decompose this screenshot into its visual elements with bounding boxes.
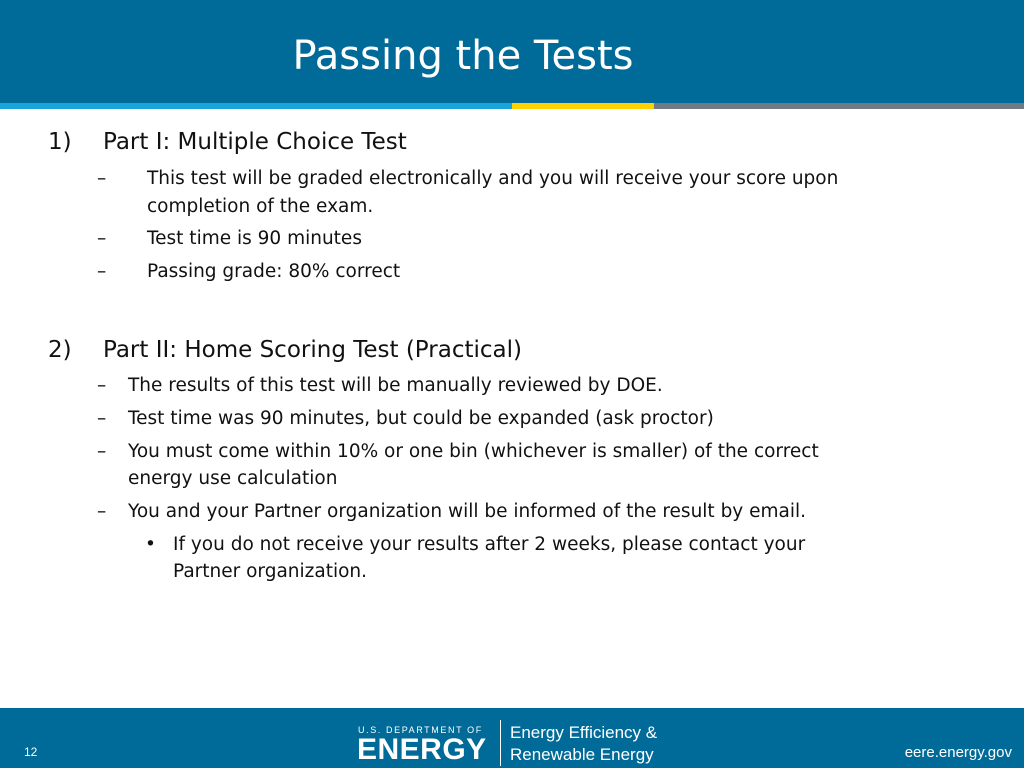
list-item-continued: energy use calculation (128, 468, 338, 489)
logo-dept-text: U.S. DEPARTMENT OF (358, 725, 483, 735)
office-line-1: Energy Efficiency & (510, 723, 658, 742)
dash-marker: – (97, 408, 107, 429)
logo-office-name (510, 722, 657, 766)
page-number: 12 (24, 745, 38, 759)
dash-marker: – (97, 168, 107, 189)
dash-marker: – (97, 501, 107, 522)
list-item: Test time is 90 minutes (147, 228, 362, 249)
sub-list-item: If you do not receive your results after 2 weeks, please contact your (173, 534, 806, 555)
bullet-marker: • (145, 534, 156, 555)
list-item: This test will be graded electronically and you will receive your score upon (147, 168, 839, 189)
logo-energy-text: ENERGY (357, 733, 487, 766)
section-heading-1: Part I: Multiple Choice Test (103, 129, 407, 155)
dash-marker: – (97, 375, 107, 396)
footer-bar (0, 708, 1024, 768)
list-item: You and your Partner organization will be informed of the result by email. (128, 501, 807, 522)
section-heading-2: Part II: Home Scoring Test (Practical) (103, 337, 522, 363)
office-line-2: Renewable Energy (510, 745, 654, 764)
accent-stripe-yellow (512, 103, 654, 109)
accent-stripe-gray (654, 103, 1024, 109)
header-bar (0, 0, 1024, 103)
list-item-continued: completion of the exam. (147, 196, 374, 217)
site-url: eere.energy.gov (904, 744, 1012, 761)
list-item: Test time was 90 minutes, but could be expanded (ask proctor) (128, 408, 714, 429)
list-item: Passing grade: 80% correct (147, 261, 401, 282)
slide-title: Passing the Tests (292, 33, 634, 79)
dash-marker: – (97, 261, 107, 282)
section-number-2: 2) (48, 337, 72, 363)
sub-list-item-continued: Partner organization. (173, 561, 368, 582)
accent-stripe-blue (0, 103, 512, 109)
section-number-1: 1) (48, 129, 72, 155)
list-item: The results of this test will be manually reviewed by DOE. (128, 375, 663, 396)
dash-marker: – (97, 441, 107, 462)
list-item: You must come within 10% or one bin (whichever is smaller) of the correct (128, 441, 819, 462)
logo-divider (500, 720, 501, 766)
dash-marker: – (97, 228, 107, 249)
